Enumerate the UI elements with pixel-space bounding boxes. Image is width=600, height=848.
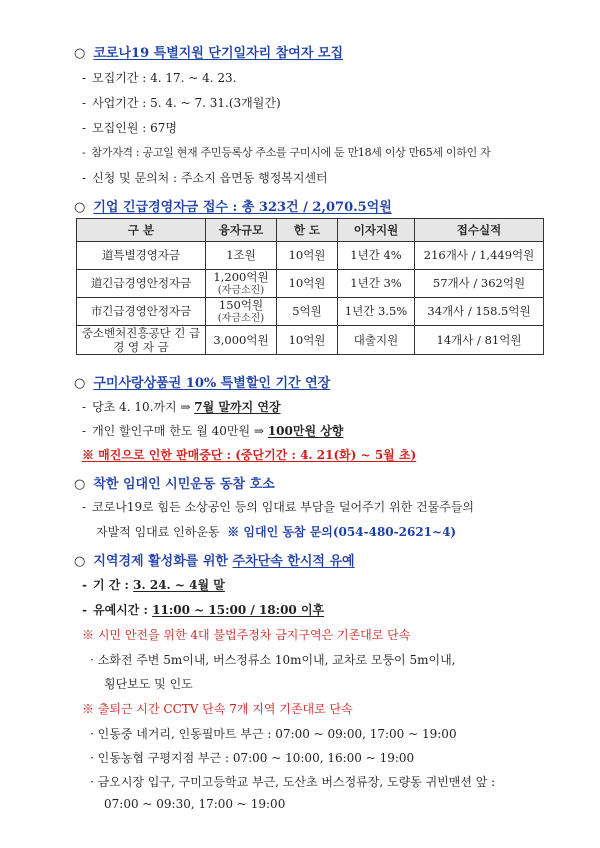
- table-row: 市긴급경영안정자금 150억원 (자금소진) 5억원 1년간 3.5% 34개사 / 158.5억원: [77, 298, 544, 326]
- jobs-item-eligibility: - 참가자격 : 공고일 현재 주민등록상 주소를 구미시에 둔 만18세 이상 만65세 이하인 자: [82, 146, 491, 159]
- header-limit: 한 도: [277, 219, 338, 242]
- section-heading-voucher: ○ 구미사랑상품권 10% 특별할인 기간 연장: [74, 376, 331, 391]
- parking-period: - 기 간 : 3. 24. ~ 4월 말: [82, 578, 225, 592]
- section-heading-jobs: ○ 코로나19 특별지원 단기일자리 참여자 모집: [74, 46, 344, 61]
- voucher-extension: - 당초 4. 10.까지 ⇒ 7월 말까지 연장: [82, 400, 281, 414]
- voucher-limit: - 개인 할인구매 한도 월 40만원 ⇒ 100만원 상향: [82, 424, 344, 438]
- circle-bullet-icon: ○: [74, 477, 86, 492]
- landlord-desc-line1: - 코로나19로 힘든 소상공인 등의 임대료 부담을 덜어주기 위한 건물주들의: [82, 500, 475, 514]
- parking-cctv-zone-2: · 인동농협 구평지점 부근 : 07:00 ~ 10:00, 16:00 ~ 19:00: [90, 751, 415, 765]
- parking-cctv-zone-3-line2: 07:00 ~ 09:30, 17:00 ~ 19:00: [104, 797, 286, 811]
- circle-bullet-icon: ○: [74, 46, 86, 61]
- table-row: 道긴급경영안정자금 1,200억원 (자금소진) 10억원 1년간 3% 57개사 / 362억원: [77, 270, 544, 298]
- parking-note-safety: ※ 시민 안전을 위한 4대 불법주정차 금지구역은 기존대로 단속: [82, 628, 411, 642]
- parking-cctv-zone-3-line1: · 금오시장 입구, 구미고등학교 부근, 도산초 버스정류장, 도량동 귀빈맨션 앞 :: [90, 775, 496, 789]
- parking-safety-zones-line1: · 소화전 주변 5m이내, 버스정류소 10m이내, 교차로 모퉁이 5m이내,: [90, 653, 456, 667]
- circle-bullet-icon: ○: [74, 376, 86, 391]
- funds-table-header: [77, 219, 544, 242]
- header-interest: 이자지원: [338, 219, 415, 242]
- landlord-desc-line2: 자발적 임대료 인하운동 ※ 임대인 동참 문의(054-480-2621~4): [96, 525, 457, 539]
- header-result: 접수실적: [415, 219, 544, 242]
- table-row: 道특별경영자금 1조원 10억원 1년간 4% 216개사 / 1,449억원: [77, 242, 544, 270]
- parking-time: - 유예시간 : 11:00 ~ 15:00 / 18:00 이후: [82, 603, 325, 617]
- header-category: 구 분: [77, 219, 206, 242]
- jobs-item-count: - 모집인원 : 67명: [82, 121, 177, 135]
- section-heading-landlord: ○ 착한 임대인 시민운동 동참 호소: [74, 477, 275, 492]
- header-scale: 융자규모: [206, 219, 277, 242]
- circle-bullet-icon: ○: [74, 554, 86, 569]
- parking-safety-zones-line2: 횡단보도 및 인도: [104, 677, 193, 691]
- landlord-contact: ※ 임대인 동참 문의(054-480-2621~4): [227, 525, 457, 539]
- jobs-item-period: - 모집기간 : 4. 17. ~ 4. 23.: [82, 71, 237, 85]
- jobs-item-project: - 사업기간 : 5. 4. ~ 7. 31.(3개월간): [82, 96, 281, 110]
- table-row: 중소벤처진흥공단 긴 급 경 영 자 금 3,000억원 10억원 대출지원 14개사 / 81억원: [77, 326, 544, 355]
- voucher-soldout-note: ※ 매진으로 인한 판매중단 : (중단기간 : 4. 21(화) ~ 5월 초): [82, 448, 417, 462]
- jobs-item-apply: - 신청 및 문의처 : 주소지 읍면동 행정복지센터: [82, 171, 328, 185]
- section-heading-funds: ○ 기업 긴급경영자금 접수 : 총 323건 / 2,070.5억원: [74, 200, 392, 215]
- funds-table: [76, 218, 544, 355]
- circle-bullet-icon: ○: [74, 200, 86, 215]
- section-heading-parking: ○ 지역경제 활성화를 위한 주차단속 한시적 유예: [74, 554, 355, 569]
- parking-cctv-zone-1: · 인동중 네거리, 인동필마트 부근 : 07:00 ~ 09:00, 17:00 ~ 19:00: [90, 727, 457, 741]
- parking-note-cctv: ※ 출퇴근 시간 CCTV 단속 7개 지역 기존대로 단속: [82, 702, 353, 716]
